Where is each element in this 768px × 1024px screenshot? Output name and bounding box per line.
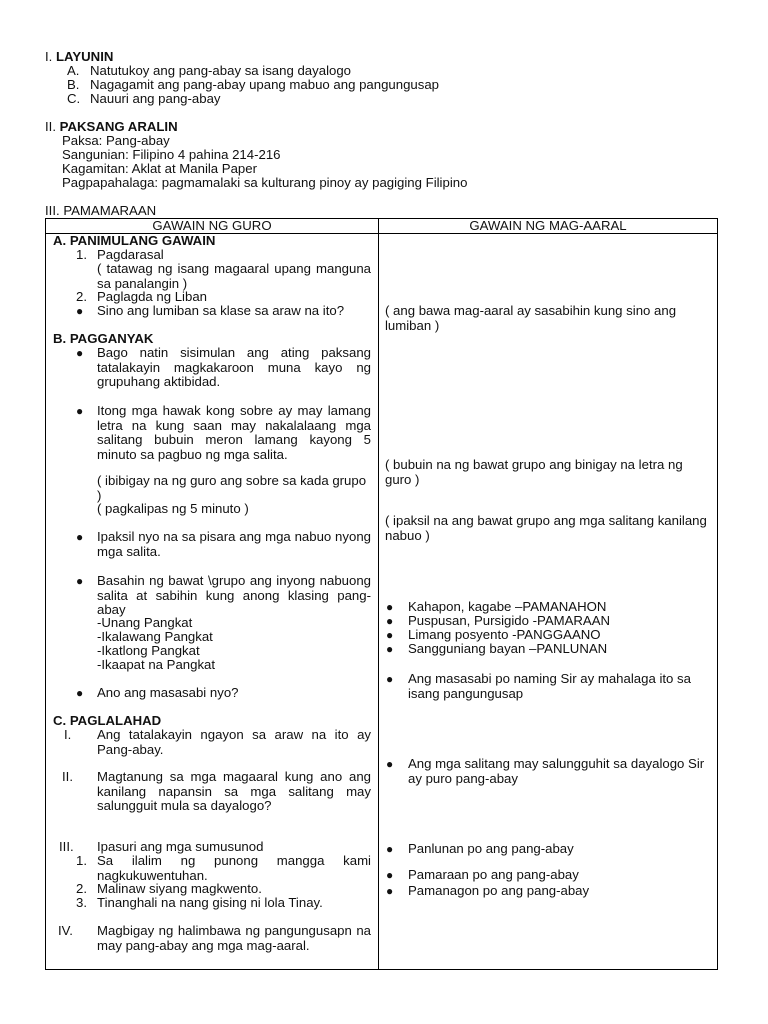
sub-number: 1. <box>76 853 87 868</box>
suri-sentence: Malinaw siyang magkwento. <box>97 881 262 896</box>
roman-numeral: IV. <box>58 923 73 938</box>
layunin-item-letter: C. <box>67 91 81 106</box>
bullet-icon: ● <box>386 884 394 898</box>
bullet-icon: ● <box>386 628 394 642</box>
section-paksa-roman: II. <box>45 119 56 134</box>
timer-note: ( pagkalipas ng 5 minuto ) <box>97 501 249 516</box>
answer-item: Kahapon, kagabe –PAMANAHON <box>408 599 607 614</box>
paglalahad-item-2: Magtanung sa mga magaaral kung ano ang kanilang napansin sa mga salitang may salungguit mula sa dayalogo? <box>97 769 371 813</box>
bullet-icon: ● <box>76 530 84 544</box>
layunin-item: Nagagamit ang pang-abay upang mabuo ang pangungusap <box>90 77 440 92</box>
layunin-item: Natutukoy ang pang-abay sa isang dayalogo <box>90 63 352 78</box>
answer-item: Sangguniang bayan –PANLUNAN <box>408 641 608 656</box>
suri-sentence: Sa ilalim ng punong mangga kami nagkukuwentuhan. <box>97 853 371 883</box>
part-a-heading: A. PANIMULANG GAWAIN <box>53 233 216 248</box>
lumiban-question: Sino ang lumiban sa klase sa araw na ito? <box>97 303 345 318</box>
bullet-icon: ● <box>386 842 394 856</box>
part-c-heading: C. PAGLALAHAD <box>53 713 162 728</box>
bullet-icon: ● <box>76 686 84 700</box>
student-response-masasabi: Ang masasabi po naming Sir ay mahalaga ito sa isang pangungusap <box>408 671 691 701</box>
student-response-salungguhit: Ang mga salitang may salungguhit sa dayalogo Sir ay puro pang-abay <box>408 756 705 786</box>
bullet-icon: ● <box>76 574 84 588</box>
section-paksa-title: PAKSANG ARALIN <box>59 119 178 134</box>
pagdarasal-item: Pagdarasal <box>97 247 164 262</box>
roman-numeral: III. <box>59 839 74 854</box>
paglalahad-item-4: Magbigay ng halimbawa ng pangungusapn na may pang-abay ang mga mag-aaral. <box>97 923 371 953</box>
col-header-mag-aaral: GAWAIN NG MAG-AARAL <box>469 218 627 233</box>
section-pamamaraan-heading: III. PAMAMARAAN <box>45 203 157 218</box>
sub-number: 3. <box>76 895 87 910</box>
student-response-suri: Panlunan po ang pang-abay <box>408 841 574 856</box>
bullet-icon: ● <box>386 672 394 686</box>
ipaksil-instruction: Ipaksil nyo na sa pisara ang mga nabuo nyong mga salita. <box>97 529 371 559</box>
sub-number: 2. <box>76 881 87 896</box>
bullet-icon: ● <box>76 304 84 318</box>
bullet-icon: ● <box>386 614 394 628</box>
bullet-icon: ● <box>76 346 84 360</box>
basahin-instruction: Basahin ng bawat \grupo ang inyong nabuong salita at sabihin kung anong klasing pang-abay <box>97 573 371 617</box>
masasabi-question: Ano ang masasabi nyo? <box>97 685 239 700</box>
pagganyak-intro: Bago natin sisimulan ang ating paksang tatalakayin magkakaroon muna kayo ng grupuhang aktibidad. <box>97 345 371 389</box>
student-response-suri: Pamanagon po ang pang-abay <box>408 883 590 898</box>
student-response-ipaksil: ( ipaksil na ang bawat grupo ang mga salitang kanilang nabuo ) <box>385 513 707 543</box>
step-number: 1. <box>76 247 87 262</box>
group-label: -Ikalawang Pangkat <box>97 629 213 644</box>
paglagda-item: Paglagda ng Liban <box>97 289 207 304</box>
bullet-icon: ● <box>386 642 394 656</box>
step-number: 2. <box>76 289 87 304</box>
bullet-icon: ● <box>386 868 394 882</box>
roman-numeral: I. <box>64 727 72 742</box>
roman-numeral: II. <box>62 769 73 784</box>
layunin-item: Nauuri ang pang-abay <box>90 91 221 106</box>
part-b-heading: B. PAGGANYAK <box>53 331 154 346</box>
answer-item: Limang posyento -PANGGAANO <box>408 627 601 642</box>
section-layunin-roman: I. <box>45 49 53 64</box>
group-label: -Unang Pangkat <box>97 615 193 630</box>
bullet-icon: ● <box>386 757 394 771</box>
student-response-lumiban: ( ang bawa mag-aaral ay sasabihin kung sino ang lumiban ) <box>385 303 677 333</box>
pagdarasal-note: ( tatawag ng isang magaaral upang manguna sa panalangin ) <box>97 261 371 291</box>
group-label: -Ikatlong Pangkat <box>97 643 200 658</box>
bullet-icon: ● <box>76 404 84 418</box>
pagpapahalaga-line: Pagpapahalaga: pagmamalaki sa kulturang pinoy ay pagiging Filipino <box>62 175 468 190</box>
paksa-line: Paksa: Pang-abay <box>62 133 170 148</box>
layunin-item-letter: B. <box>67 77 80 92</box>
col-header-guro: GAWAIN NG GURO <box>152 218 272 233</box>
kagamitan-line: Kagamitan: Aklat at Manila Paper <box>62 161 257 176</box>
answer-item: Puspusan, Pursigido -PAMARAAN <box>408 613 611 628</box>
section-layunin-title: LAYUNIN <box>56 49 114 64</box>
suri-sentence: Tinanghali na nang gising ni lola Tinay. <box>97 895 323 910</box>
student-response-suri: Pamaraan po ang pang-abay <box>408 867 579 882</box>
bullet-icon: ● <box>386 600 394 614</box>
sobre-instruction: Itong mga hawak kong sobre ay may lamang letra na kung saan may nakalalaang mga salitang bubuin meron lamang kayong 5 minuto sa pagbuo ng mga salita. <box>97 403 371 462</box>
layunin-item-letter: A. <box>67 63 80 78</box>
sobre-note: ( ibibigay na ng guro ang sobre sa kada grupo ) <box>97 473 367 503</box>
paglalahad-item-1: Ang tatalakayin ngayon sa araw na ito ay Pang-abay. <box>97 727 371 757</box>
student-response-bubuin: ( bubuin na ng bawat grupo ang binigay na letra ng guro ) <box>385 457 683 487</box>
paglalahad-item-3: Ipasuri ang mga sumusunod <box>97 839 264 854</box>
sanggunian-line: Sangunian: Filipino 4 pahina 214-216 <box>62 147 281 162</box>
group-label: -Ikaapat na Pangkat <box>97 657 216 672</box>
